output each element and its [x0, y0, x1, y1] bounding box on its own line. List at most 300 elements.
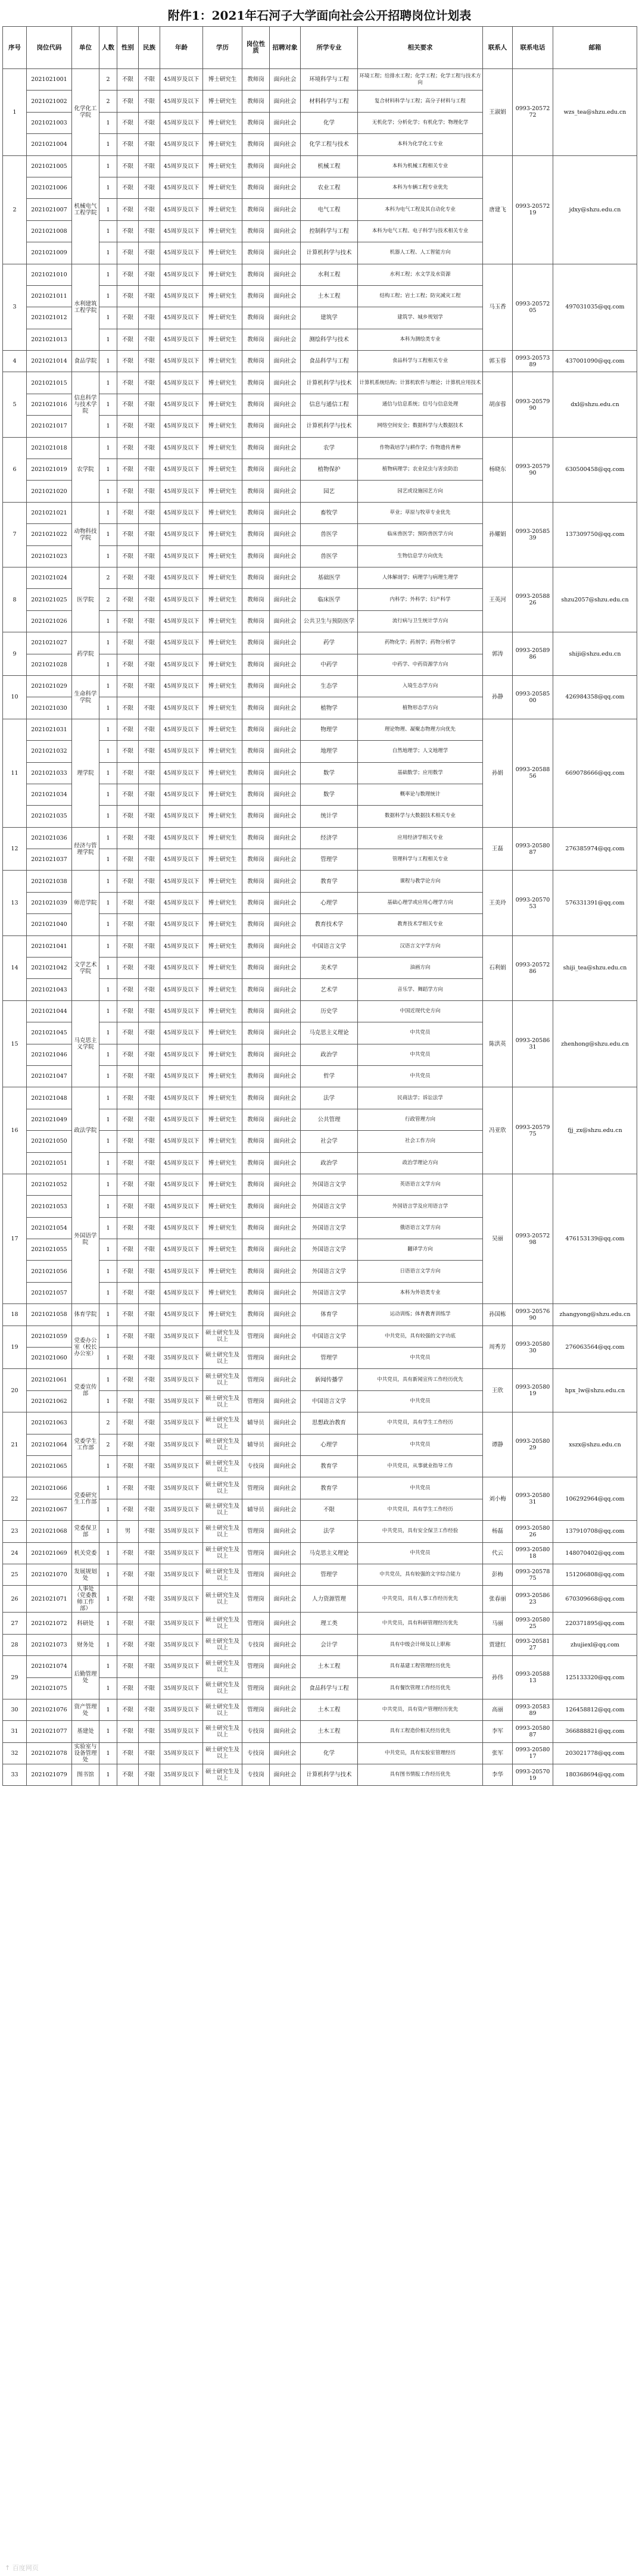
ethnic-cell: 不限 — [139, 545, 160, 567]
degree-cell: 博士研究生 — [203, 1044, 242, 1065]
position-code-cell: 2021021044 — [27, 1000, 72, 1022]
position-code-cell: 2021021042 — [27, 958, 72, 979]
phone-cell: 0993-2058826 — [513, 567, 553, 632]
position-code-cell: 2021021006 — [27, 177, 72, 198]
table-row — [3, 69, 637, 91]
phone-cell: 0993-2058856 — [513, 719, 553, 827]
age-cell: 45周岁及以下 — [160, 958, 203, 979]
count-cell: 1 — [99, 958, 117, 979]
gender-cell: 不限 — [117, 199, 139, 220]
gender-cell: 不限 — [117, 1656, 139, 1677]
degree-cell: 博士研究生 — [203, 719, 242, 740]
age-cell: 35周岁及以下 — [160, 1326, 203, 1347]
degree-cell: 博士研究生 — [203, 935, 242, 957]
ethnic-cell: 不限 — [139, 1131, 160, 1152]
position-code-cell: 2021021055 — [27, 1239, 72, 1261]
req-cell: 本科为车辆工程专业优先 — [358, 177, 483, 198]
major-cell: 基础医学 — [301, 567, 358, 588]
count-cell: 1 — [99, 1044, 117, 1065]
major-cell: 外国语言文学 — [301, 1282, 358, 1303]
position-code-cell: 2021021041 — [27, 935, 72, 957]
major-cell: 建筑学 — [301, 307, 358, 329]
gender-cell: 不限 — [117, 589, 139, 610]
major-cell: 理工类 — [301, 1613, 358, 1634]
target-cell: 面向社会 — [270, 1434, 301, 1455]
age-cell: 45周岁及以下 — [160, 177, 203, 198]
seq-cell: 22 — [3, 1477, 27, 1521]
degree-cell: 博士研究生 — [203, 416, 242, 437]
count-cell: 1 — [99, 416, 117, 437]
major-cell: 环境科学与工程 — [301, 69, 358, 91]
major-cell: 外国语言文学 — [301, 1261, 358, 1282]
count-cell: 1 — [99, 697, 117, 719]
age-cell: 45周岁及以下 — [160, 437, 203, 459]
count-cell: 1 — [99, 329, 117, 350]
nature-cell: 专技岗 — [242, 1764, 270, 1786]
phone-cell: 0993-2057053 — [513, 871, 553, 935]
major-cell: 体育学 — [301, 1304, 358, 1326]
degree-cell: 博士研究生 — [203, 69, 242, 91]
req-cell: 园艺或设施园艺方向 — [358, 481, 483, 502]
ethnic-cell: 不限 — [139, 524, 160, 545]
table-row — [3, 351, 637, 372]
target-cell: 面向社会 — [270, 1721, 301, 1742]
seq-cell: 24 — [3, 1542, 27, 1564]
ethnic-cell: 不限 — [139, 351, 160, 372]
degree-cell: 博士研究生 — [203, 741, 242, 762]
phone-cell: 0993-2058019 — [513, 1369, 553, 1412]
position-code-cell: 2021021063 — [27, 1412, 72, 1434]
count-cell: 1 — [99, 1152, 117, 1174]
ethnic-cell: 不限 — [139, 437, 160, 459]
age-cell: 45周岁及以下 — [160, 979, 203, 1000]
gender-cell: 不限 — [117, 1634, 139, 1655]
unit-cell: 化学化工学院 — [72, 69, 99, 156]
count-cell: 1 — [99, 481, 117, 502]
contact-cell: 唐建飞 — [483, 155, 513, 264]
age-cell: 45周岁及以下 — [160, 1174, 203, 1195]
major-cell: 教育学 — [301, 1456, 358, 1477]
unit-cell: 水利建筑工程学院 — [72, 264, 99, 351]
email-cell: 497031035@qq.com — [553, 264, 637, 351]
req-cell: 中共党员，具有科研管理经历优先 — [358, 1613, 483, 1634]
target-cell: 面向社会 — [270, 112, 301, 133]
position-code-cell: 2021021073 — [27, 1634, 72, 1655]
count-cell: 1 — [99, 610, 117, 632]
gender-cell: 不限 — [117, 69, 139, 91]
position-code-cell: 2021021005 — [27, 155, 72, 177]
req-cell: 中共党员，从事就业指导工作 — [358, 1456, 483, 1477]
gender-cell: 不限 — [117, 827, 139, 849]
age-cell: 45周岁及以下 — [160, 675, 203, 697]
target-cell: 面向社会 — [270, 675, 301, 697]
age-cell: 45周岁及以下 — [160, 741, 203, 762]
target-cell: 面向社会 — [270, 914, 301, 935]
count-cell: 2 — [99, 1434, 117, 1455]
nature-cell: 教师岗 — [242, 914, 270, 935]
req-cell: 本科为电气工程及其自动化专业 — [358, 199, 483, 220]
age-cell: 35周岁及以下 — [160, 1613, 203, 1634]
position-code-cell: 2021021067 — [27, 1499, 72, 1520]
unit-cell: 信息科学与技术学院 — [72, 372, 99, 437]
nature-cell: 教师岗 — [242, 220, 270, 242]
email-cell: shiji@shzu.edu.cn — [553, 632, 637, 676]
gender-cell: 不限 — [117, 1677, 139, 1699]
email-cell: dxl@shzu.edu.cn — [553, 372, 637, 437]
req-cell: 本科为机械工程相关专业 — [358, 155, 483, 177]
req-cell: 中共党员 — [358, 1477, 483, 1499]
nature-cell: 管理岗 — [242, 1677, 270, 1699]
nature-cell: 教师岗 — [242, 1000, 270, 1022]
req-cell: 俄语语言文学方向 — [358, 1217, 483, 1239]
phone-cell: 0993-2057990 — [513, 372, 553, 437]
ethnic-cell: 不限 — [139, 220, 160, 242]
ethnic-cell: 不限 — [139, 719, 160, 740]
target-cell: 面向社会 — [270, 134, 301, 155]
seq-cell: 23 — [3, 1521, 27, 1542]
age-cell: 45周岁及以下 — [160, 1239, 203, 1261]
email-cell: 151206808@qq.com — [553, 1564, 637, 1585]
nature-cell: 管理岗 — [242, 1542, 270, 1564]
contact-cell: 王欣 — [483, 1369, 513, 1412]
ethnic-cell: 不限 — [139, 979, 160, 1000]
unit-cell: 经济与管理学院 — [72, 827, 99, 871]
position-code-cell: 2021021012 — [27, 307, 72, 329]
degree-cell: 博士研究生 — [203, 784, 242, 805]
degree-cell: 硕士研究生及以上 — [203, 1613, 242, 1634]
age-cell: 45周岁及以下 — [160, 871, 203, 892]
major-cell: 机械工程 — [301, 155, 358, 177]
degree-cell: 博士研究生 — [203, 91, 242, 112]
unit-cell: 农学院 — [72, 437, 99, 502]
degree-cell: 硕士研究生及以上 — [203, 1326, 242, 1347]
table-row — [3, 719, 637, 740]
degree-cell: 博士研究生 — [203, 329, 242, 350]
degree-cell: 博士研究生 — [203, 914, 242, 935]
nature-cell: 教师岗 — [242, 112, 270, 133]
req-cell: 内科学；外科学；妇产科学 — [358, 589, 483, 610]
seq-cell: 29 — [3, 1656, 27, 1699]
nature-cell: 教师岗 — [242, 1152, 270, 1174]
degree-cell: 硕士研究生及以上 — [203, 1456, 242, 1477]
target-cell: 面向社会 — [270, 849, 301, 871]
age-cell: 45周岁及以下 — [160, 1087, 203, 1109]
major-cell: 计算机科学与技术 — [301, 1764, 358, 1786]
count-cell: 1 — [99, 134, 117, 155]
unit-cell: 人事处（党委教师工作部） — [72, 1586, 99, 1613]
column-header: 年龄 — [160, 27, 203, 69]
phone-cell: 0993-2058031 — [513, 1477, 553, 1521]
major-cell: 艺术学 — [301, 979, 358, 1000]
degree-cell: 博士研究生 — [203, 567, 242, 588]
phone-cell: 0993-2057019 — [513, 1764, 553, 1786]
phone-cell: 0993-2057272 — [513, 69, 553, 156]
email-cell: 426984358@qq.com — [553, 675, 637, 719]
phone-cell: 0993-2058087 — [513, 1721, 553, 1742]
count-cell: 2 — [99, 69, 117, 91]
age-cell: 35周岁及以下 — [160, 1412, 203, 1434]
nature-cell: 管理岗 — [242, 1477, 270, 1499]
email-cell: 203021778@qq.com — [553, 1742, 637, 1764]
degree-cell: 博士研究生 — [203, 242, 242, 264]
nature-cell: 辅导员 — [242, 1499, 270, 1520]
ethnic-cell: 不限 — [139, 589, 160, 610]
count-cell: 1 — [99, 437, 117, 459]
target-cell: 面向社会 — [270, 155, 301, 177]
major-cell: 土木工程 — [301, 1721, 358, 1742]
major-cell: 土木工程 — [301, 1656, 358, 1677]
target-cell: 面向社会 — [270, 1348, 301, 1369]
nature-cell: 教师岗 — [242, 155, 270, 177]
major-cell: 电气工程 — [301, 199, 358, 220]
gender-cell: 不限 — [117, 155, 139, 177]
age-cell: 45周岁及以下 — [160, 806, 203, 827]
ethnic-cell: 不限 — [139, 155, 160, 177]
major-cell: 畜牧学 — [301, 502, 358, 523]
ethnic-cell: 不限 — [139, 1348, 160, 1369]
major-cell: 土木工程 — [301, 1699, 358, 1720]
nature-cell: 教师岗 — [242, 437, 270, 459]
ethnic-cell: 不限 — [139, 675, 160, 697]
contact-cell: 王淑娟 — [483, 69, 513, 156]
ethnic-cell: 不限 — [139, 1499, 160, 1520]
contact-cell: 王英河 — [483, 567, 513, 632]
req-cell: 机器人工程、人工智能方向 — [358, 242, 483, 264]
phone-cell: 0993-2058986 — [513, 632, 553, 676]
column-header: 相关要求 — [358, 27, 483, 69]
target-cell: 面向社会 — [270, 1369, 301, 1390]
age-cell: 45周岁及以下 — [160, 285, 203, 307]
email-cell: fjj_zx@shzu.edu.cn — [553, 1087, 637, 1174]
age-cell: 45周岁及以下 — [160, 589, 203, 610]
age-cell: 35周岁及以下 — [160, 1699, 203, 1720]
nature-cell: 教师岗 — [242, 979, 270, 1000]
gender-cell: 不限 — [117, 437, 139, 459]
position-code-cell: 2021021078 — [27, 1742, 72, 1764]
phone-cell: 0993-2058127 — [513, 1634, 553, 1655]
age-cell: 45周岁及以下 — [160, 502, 203, 523]
gender-cell: 不限 — [117, 1542, 139, 1564]
count-cell: 1 — [99, 1499, 117, 1520]
target-cell: 面向社会 — [270, 351, 301, 372]
unit-cell: 文学艺术学院 — [72, 935, 99, 1000]
count-cell: 1 — [99, 979, 117, 1000]
position-code-cell: 2021021062 — [27, 1390, 72, 1412]
target-cell: 面向社会 — [270, 1000, 301, 1022]
target-cell: 面向社会 — [270, 1022, 301, 1044]
target-cell: 面向社会 — [270, 958, 301, 979]
ethnic-cell: 不限 — [139, 1542, 160, 1564]
table-row — [3, 567, 637, 588]
table-row — [3, 1656, 637, 1677]
degree-cell: 博士研究生 — [203, 545, 242, 567]
seq-cell: 8 — [3, 567, 27, 632]
gender-cell: 不限 — [117, 1613, 139, 1634]
nature-cell: 教师岗 — [242, 675, 270, 697]
req-cell: 药物化学；药剂学；药物分析学 — [358, 632, 483, 654]
major-cell: 教育学 — [301, 871, 358, 892]
position-code-cell: 2021021024 — [27, 567, 72, 588]
contact-cell: 郭涛 — [483, 632, 513, 676]
count-cell: 1 — [99, 155, 117, 177]
major-cell: 地理学 — [301, 741, 358, 762]
contact-cell: 王美玲 — [483, 871, 513, 935]
phone-cell: 0993-2057219 — [513, 155, 553, 264]
age-cell: 45周岁及以下 — [160, 762, 203, 784]
major-cell: 政治学 — [301, 1044, 358, 1065]
count-cell: 2 — [99, 91, 117, 112]
email-cell: zhenhong@shzu.edu.cn — [553, 1000, 637, 1087]
age-cell: 35周岁及以下 — [160, 1477, 203, 1499]
unit-cell: 动物科技学院 — [72, 502, 99, 567]
age-cell: 45周岁及以下 — [160, 199, 203, 220]
degree-cell: 博士研究生 — [203, 524, 242, 545]
phone-cell: 0993-2058029 — [513, 1412, 553, 1477]
ethnic-cell: 不限 — [139, 610, 160, 632]
gender-cell: 不限 — [117, 806, 139, 827]
table-row — [3, 935, 637, 957]
major-cell: 兽医学 — [301, 524, 358, 545]
email-cell: 126458812@qq.com — [553, 1699, 637, 1720]
req-cell: 政治学理论方向 — [358, 1152, 483, 1174]
degree-cell: 硕士研究生及以上 — [203, 1656, 242, 1677]
position-code-cell: 2021021034 — [27, 784, 72, 805]
major-cell: 信息与通信工程 — [301, 394, 358, 415]
email-cell: zhangyong@shzu.edu.cn — [553, 1304, 637, 1326]
major-cell: 化学工程与技术 — [301, 134, 358, 155]
major-cell: 心理学 — [301, 1434, 358, 1455]
nature-cell: 教师岗 — [242, 871, 270, 892]
age-cell: 45周岁及以下 — [160, 416, 203, 437]
major-cell: 会计学 — [301, 1634, 358, 1655]
phone-cell: 0993-2057286 — [513, 935, 553, 1000]
contact-cell: 张春丽 — [483, 1586, 513, 1613]
target-cell: 面向社会 — [270, 1586, 301, 1613]
table-row — [3, 1764, 637, 1786]
table-row — [3, 1613, 637, 1634]
gender-cell: 不限 — [117, 1022, 139, 1044]
contact-cell: 冯亚欣 — [483, 1087, 513, 1174]
position-code-cell: 2021021068 — [27, 1521, 72, 1542]
req-cell: 外国语言学及应用语言学 — [358, 1196, 483, 1217]
seq-cell: 12 — [3, 827, 27, 871]
ethnic-cell: 不限 — [139, 654, 160, 675]
major-cell: 哲学 — [301, 1065, 358, 1087]
position-code-cell: 2021021050 — [27, 1131, 72, 1152]
ethnic-cell: 不限 — [139, 1677, 160, 1699]
age-cell: 45周岁及以下 — [160, 1217, 203, 1239]
position-code-cell: 2021021052 — [27, 1174, 72, 1195]
degree-cell: 博士研究生 — [203, 112, 242, 133]
ethnic-cell: 不限 — [139, 69, 160, 91]
degree-cell: 博士研究生 — [203, 307, 242, 329]
nature-cell: 管理岗 — [242, 1586, 270, 1613]
major-cell: 植物保护 — [301, 459, 358, 481]
contact-cell: 张军 — [483, 1742, 513, 1764]
degree-cell: 博士研究生 — [203, 459, 242, 481]
column-header: 单位 — [72, 27, 99, 69]
count-cell: 1 — [99, 784, 117, 805]
req-cell: 中共党员 — [358, 1390, 483, 1412]
position-code-cell: 2021021075 — [27, 1677, 72, 1699]
count-cell: 1 — [99, 1217, 117, 1239]
unit-cell: 政法学院 — [72, 1087, 99, 1174]
count-cell: 1 — [99, 1174, 117, 1195]
gender-cell: 不限 — [117, 1477, 139, 1499]
email-cell: 137309750@qq.com — [553, 502, 637, 567]
count-cell: 1 — [99, 524, 117, 545]
position-code-cell: 2021021019 — [27, 459, 72, 481]
gender-cell: 不限 — [117, 177, 139, 198]
major-cell: 外国语言文学 — [301, 1217, 358, 1239]
req-cell: 临床兽医学；预防兽医学方向 — [358, 524, 483, 545]
count-cell: 1 — [99, 1456, 117, 1477]
gender-cell: 不限 — [117, 1348, 139, 1369]
position-code-cell: 2021021021 — [27, 502, 72, 523]
contact-cell: 李军 — [483, 1721, 513, 1742]
gender-cell: 不限 — [117, 416, 139, 437]
nature-cell: 教师岗 — [242, 589, 270, 610]
age-cell: 45周岁及以下 — [160, 1152, 203, 1174]
contact-cell: 代云 — [483, 1542, 513, 1564]
target-cell: 面向社会 — [270, 264, 301, 285]
table-row — [3, 1521, 637, 1542]
phone-cell: 0993-2058500 — [513, 675, 553, 719]
age-cell: 45周岁及以下 — [160, 351, 203, 372]
age-cell: 45周岁及以下 — [160, 112, 203, 133]
count-cell: 1 — [99, 914, 117, 935]
req-cell: 本科为化学化工专业 — [358, 134, 483, 155]
gender-cell: 不限 — [117, 849, 139, 871]
major-cell: 法学 — [301, 1087, 358, 1109]
ethnic-cell: 不限 — [139, 632, 160, 654]
degree-cell: 博士研究生 — [203, 199, 242, 220]
email-cell: 276385974@qq.com — [553, 827, 637, 871]
contact-cell: 孙耀娟 — [483, 502, 513, 567]
ethnic-cell: 不限 — [139, 849, 160, 871]
ethnic-cell: 不限 — [139, 112, 160, 133]
target-cell: 面向社会 — [270, 1390, 301, 1412]
target-cell: 面向社会 — [270, 567, 301, 588]
gender-cell: 不限 — [117, 1456, 139, 1477]
nature-cell: 教师岗 — [242, 459, 270, 481]
contact-cell: 孙国栋 — [483, 1304, 513, 1326]
ethnic-cell: 不限 — [139, 892, 160, 913]
target-cell: 面向社会 — [270, 632, 301, 654]
target-cell: 面向社会 — [270, 892, 301, 913]
unit-cell: 党委研究生工作部 — [72, 1477, 99, 1521]
target-cell: 面向社会 — [270, 1412, 301, 1434]
nature-cell: 教师岗 — [242, 307, 270, 329]
count-cell: 2 — [99, 1412, 117, 1434]
nature-cell: 教师岗 — [242, 1304, 270, 1326]
count-cell: 1 — [99, 1677, 117, 1699]
unit-cell: 师范学院 — [72, 871, 99, 935]
age-cell: 35周岁及以下 — [160, 1742, 203, 1764]
gender-cell: 不限 — [117, 134, 139, 155]
target-cell: 面向社会 — [270, 481, 301, 502]
ethnic-cell: 不限 — [139, 567, 160, 588]
target-cell: 面向社会 — [270, 1044, 301, 1065]
nature-cell: 辅导员 — [242, 1434, 270, 1455]
req-cell: 具有工程造价相关经历优先 — [358, 1721, 483, 1742]
contact-cell: 孙静 — [483, 675, 513, 719]
req-cell: 结构工程；岩土工程；防灾减灾工程 — [358, 285, 483, 307]
nature-cell: 教师岗 — [242, 199, 270, 220]
recruitment-table — [2, 26, 637, 1786]
phone-cell: 0993-2058539 — [513, 502, 553, 567]
nature-cell: 教师岗 — [242, 1239, 270, 1261]
